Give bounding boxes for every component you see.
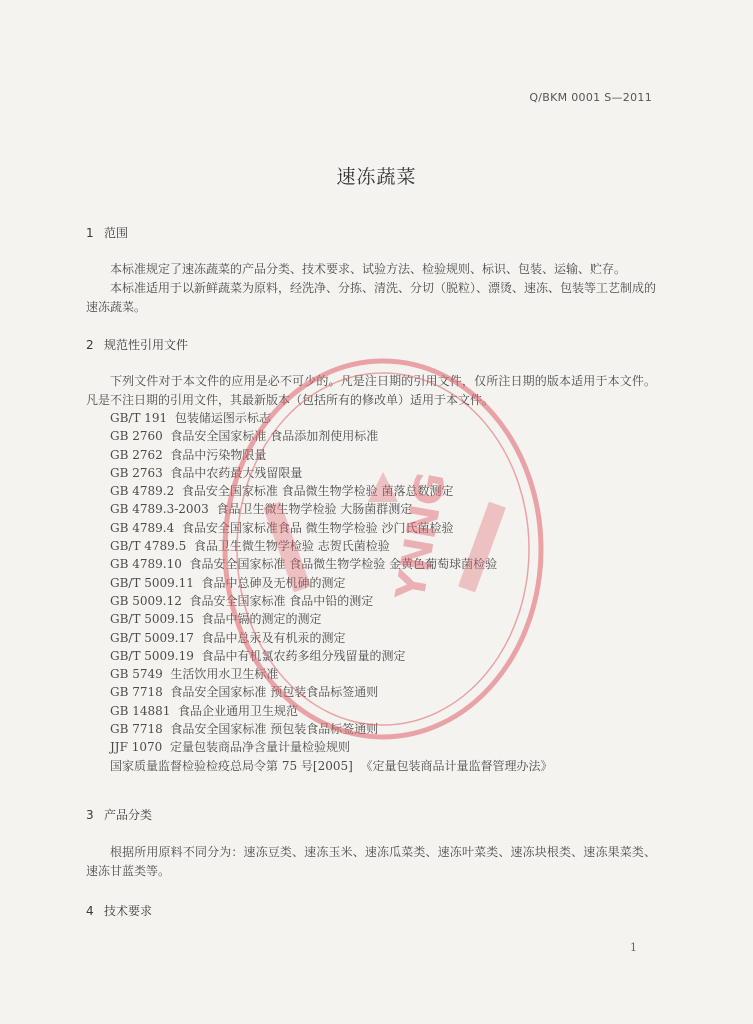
section-title: 技术要求	[104, 904, 153, 918]
section-title: 规范性引用文件	[104, 338, 189, 352]
section-number: 4	[86, 904, 94, 918]
reference-standard-code: GB 5749	[110, 667, 163, 682]
reference-item	[110, 683, 552, 701]
reference-item	[110, 574, 552, 592]
section-title: 产品分类	[104, 808, 153, 822]
reference-title: 食品中总汞及有机汞的测定	[201, 630, 346, 645]
reference-standard-code: GB 4789.10	[110, 557, 182, 572]
reference-title: 定量包装商品净含量计量检验规则	[169, 740, 350, 755]
reference-item	[110, 409, 552, 427]
references-intro: 下列文件对于本文件的应用是必不可少的。凡是注日期的引用文件，仅所注日期的版本适用于本文件。凡是不注日期的引用文件，其最新版本（包括所有的修改单）适用于本文件。	[86, 374, 656, 407]
reference-title: 食品卫生微生物学检验 大肠菌群测定	[216, 502, 413, 517]
reference-item	[110, 537, 552, 555]
reference-title: 食品安全国家标准食品 微生物学检验 沙门氏菌检验	[181, 520, 454, 535]
reference-item	[110, 427, 552, 445]
reference-item	[110, 519, 552, 537]
reference-standard-code: GB/T 4789.5	[110, 539, 187, 554]
reference-item	[110, 446, 552, 464]
reference-standard-code: GB 2763	[110, 465, 163, 480]
reference-standard-code: GB/T 191	[110, 411, 168, 425]
reference-title: 包装储运图示标志	[174, 411, 271, 425]
reference-item	[110, 629, 552, 647]
section-number: 1	[86, 226, 94, 240]
section-3-heading	[86, 806, 152, 823]
section-title: 范围	[104, 226, 129, 240]
reference-standard-code: GB 14881	[110, 703, 171, 718]
reference-title: 食品安全国家标准 食品微生物学检验 金黄色葡萄球菌检验	[189, 557, 498, 572]
reference-title: 食品中污染物限量	[170, 447, 267, 462]
reference-standard-code: GB 7718	[110, 722, 163, 737]
reference-standard-code: GB/T 5009.11	[110, 575, 194, 590]
reference-item	[110, 592, 552, 610]
reference-title: 食品安全国家标准 食品微生物学检验 菌落总数测定	[181, 484, 454, 499]
section-2-heading	[86, 336, 188, 353]
reference-item	[110, 482, 552, 500]
standard-code: Q/BKM 0001 S—2011	[529, 91, 652, 104]
reference-standard-code: GB 2762	[110, 447, 163, 462]
reference-title: 食品卫生微生物学检验 志贺氏菌检验	[193, 539, 390, 554]
reference-title: 食品安全国家标准 预包装食品标签通则	[170, 685, 379, 700]
classification-paragraph: 根据所用原料不同分为：速冻豆类、速冻玉米、速冻瓜菜类、速冻叶菜类、速冻块根类、速冻果菜类、速冻甘蓝类等。	[86, 845, 656, 878]
reference-standard-code: GB 4789.2	[110, 484, 175, 499]
reference-title: 《定量包装商品计量监督管理办法》	[360, 758, 553, 773]
reference-item	[110, 665, 552, 683]
section-1-heading	[86, 224, 128, 241]
reference-item	[110, 555, 552, 573]
reference-item	[110, 647, 552, 665]
scope-paragraph-2: 本标准适用于以新鲜蔬菜为原料，经洗净、分拣、清洗、分切（脱粒）、漂烫、速冻、包装等工艺制成的速冻蔬菜。	[86, 281, 657, 314]
reference-standard-code: GB/T 5009.15	[110, 612, 194, 627]
section-4-heading	[86, 902, 152, 919]
reference-standard-code: GB/T 5009.19	[110, 648, 194, 663]
reference-standard-code: GB 4789.4	[110, 520, 175, 535]
reference-title: 食品中总砷及无机砷的测定	[201, 575, 346, 590]
reference-title: 生活饮用水卫生标准	[170, 667, 279, 682]
reference-item	[110, 464, 552, 482]
reference-title: 食品中有机氯农药多组分残留量的测定	[201, 648, 406, 663]
reference-standard-code: 国家质量监督检验检疫总局令第 75 号[2005]	[110, 758, 353, 773]
page-number: 1	[630, 941, 637, 954]
reference-item	[110, 610, 552, 628]
reference-item	[110, 720, 552, 738]
reference-item	[110, 500, 552, 518]
section-number: 3	[86, 808, 94, 822]
reference-item	[110, 738, 552, 756]
reference-standard-code: GB 5009.12	[110, 593, 182, 608]
reference-title: 食品中农药最大残留限量	[170, 465, 303, 480]
reference-title: 食品安全国家标准 食品添加剂使用标准	[170, 429, 379, 444]
reference-standard-code: JJF 1070	[110, 740, 163, 755]
section-number: 2	[86, 338, 94, 352]
reference-title: 食品安全国家标准 预包装食品标签通则	[170, 722, 379, 737]
stamp-lettering: YNNG	[387, 468, 456, 604]
reference-list	[110, 409, 552, 775]
document-title: 速冻蔬菜	[336, 166, 417, 188]
reference-title: 食品企业通用卫生规范	[178, 703, 299, 718]
reference-standard-code: GB 7718	[110, 685, 163, 700]
reference-item	[110, 757, 552, 775]
reference-title: 食品中镉的测定的测定	[201, 612, 322, 627]
reference-title: 食品安全国家标准 食品中铅的测定	[189, 593, 374, 608]
reference-item	[110, 702, 552, 720]
reference-standard-code: GB 4789.3-2003	[110, 502, 209, 517]
reference-standard-code: GB/T 5009.17	[110, 630, 194, 645]
scope-paragraph-1: 本标准规定了速冻蔬菜的产品分类、技术要求、试验方法、检验规则、标识、包装、运输、贮存。	[110, 262, 627, 276]
reference-standard-code: GB 2760	[110, 429, 163, 444]
